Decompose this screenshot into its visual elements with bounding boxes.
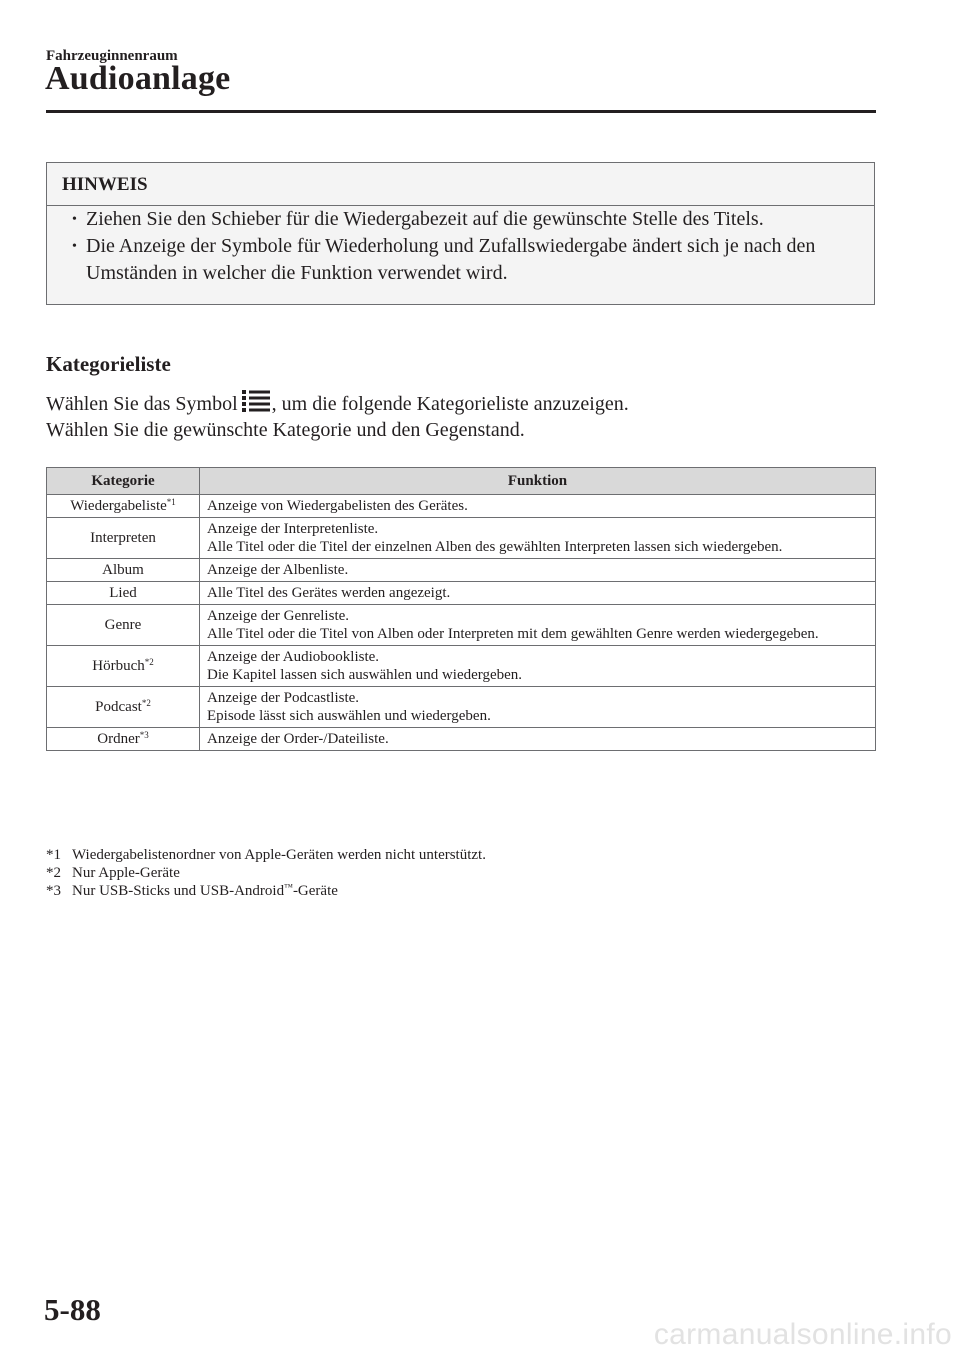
note-title: HINWEIS [47,163,874,206]
function-line: Alle Titel des Gerätes werden angezeigt. [207,585,451,601]
function-cell [200,687,876,728]
category-cell [47,582,200,605]
note-item [47,206,874,233]
footnote-text: Nur USB-Sticks und USB-Android [72,883,285,899]
page-title: Audioanlage [45,60,231,97]
instruction-line: Wählen Sie die gewünschte Kategorie und den Gegenstand. [46,419,525,441]
function-line: Alle Titel oder die Titel der einzelnen Alben des gewählten Interpreten lassen sich wiedergeben. [207,539,783,555]
table-row [47,582,876,605]
function-line: Anzeige der Podcastliste. [207,690,360,706]
note-item [47,233,874,287]
function-cell [200,646,876,687]
category-cell [47,646,200,687]
category-name: Lied [109,585,137,601]
bullet-icon: • [72,212,77,227]
function-cell [200,518,876,559]
footnote [46,846,486,864]
footnote-ref: *2 [144,657,154,667]
footnote-mark: *2 [46,865,61,881]
category-name: Ordner [97,731,140,747]
table-header-row [47,468,876,495]
function-line: Anzeige der Interpretenliste. [207,521,379,537]
category-cell [47,728,200,751]
function-line: Anzeige der Genreliste. [207,608,350,624]
category-name: Hörbuch [92,658,145,674]
table-row [47,687,876,728]
function-cell [200,582,876,605]
function-line: Anzeige der Audiobookliste. [207,649,380,665]
category-cell [47,559,200,582]
note-item-text: Die Anzeige der Symbole für Wiederholung und Zufallswiedergabe ändert sich je nach den Umständen in welcher die Funktion verwendet wird. [86,235,816,284]
column-header: Funktion [200,468,876,495]
category-name: Interpreten [90,530,156,546]
function-line: Anzeige von Wiedergabelisten des Gerätes. [207,498,468,514]
category-cell [47,495,200,518]
column-header: Kategorie [47,468,200,495]
watermark: carmanualsonline.info [653,1318,952,1351]
table-row [47,495,876,518]
title-divider [46,110,876,113]
category-table [46,467,876,751]
function-cell [200,495,876,518]
function-line: Anzeige der Albenliste. [207,562,349,578]
table-row [47,646,876,687]
page-number: 5-88 [44,1292,101,1327]
category-name: Wiedergabeliste [70,498,167,514]
bullet-icon: • [72,239,77,254]
footnote [46,864,486,882]
function-line: Alle Titel oder die Titel von Alben oder Interpreten mit dem gewählten Genre werden wiedergegeben. [207,626,819,642]
function-line: Anzeige der Order-/Dateiliste. [207,731,389,747]
table-row [47,518,876,559]
footnotes [46,846,486,900]
category-cell [47,605,200,646]
function-cell [200,559,876,582]
footnote-text: Nur Apple-Geräte [72,865,180,881]
table-body [47,495,876,751]
category-cell [47,518,200,559]
category-name: Genre [104,617,142,633]
category-name: Album [102,562,144,578]
instruction-text: , um die folgende Kategorieliste anzuzeigen. [271,393,629,415]
table-row [47,728,876,751]
function-line: Die Kapitel lassen sich auswählen und wiedergeben. [207,667,523,683]
table-row [47,559,876,582]
footnote-ref: *1 [166,497,176,507]
list-menu-icon [242,390,270,420]
footnote-text-suffix: -Geräte [292,883,338,899]
footnote-text: Wiedergabelistenordner von Apple-Geräten werden nicht unterstützt. [72,847,486,863]
footnote-ref: *3 [139,730,149,740]
category-cell [47,687,200,728]
instruction-line [46,390,629,420]
table-row [47,605,876,646]
function-line: Episode lässt sich auswählen und wiedergeben. [207,708,491,724]
footnote-mark: *3 [46,883,61,899]
footnote-mark: *1 [46,847,61,863]
section-heading: Kategorieliste [46,352,171,376]
note-item-text: Ziehen Sie den Schieber für die Wiedergabezeit auf die gewünschte Stelle des Titels. [86,208,764,230]
function-cell [200,605,876,646]
note-box [46,162,875,305]
instruction-text: Wählen Sie das Symbol [46,393,238,415]
section-label: Fahrzeuginnenraum [46,48,178,64]
function-cell [200,728,876,751]
category-name: Podcast [95,699,142,715]
trademark-mark: ™ [284,882,293,892]
footnote-ref: *2 [141,698,151,708]
footnote [46,882,486,900]
